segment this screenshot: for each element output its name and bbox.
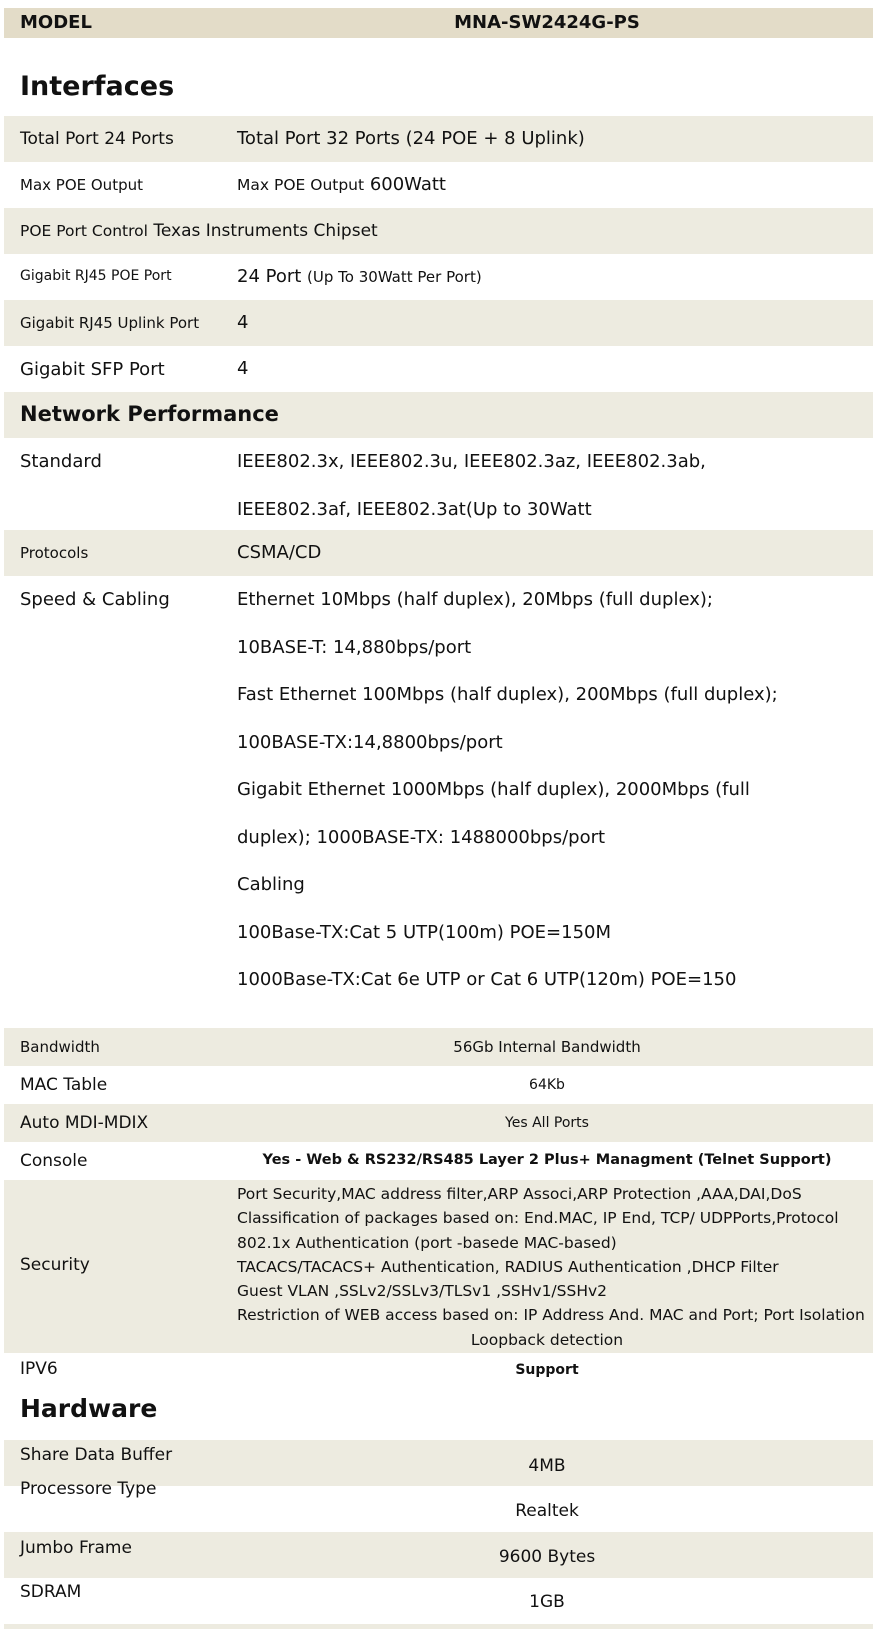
row-sdram [4,1578,873,1624]
max-poe-value [237,174,446,195]
rj45-uplink-label: Gigabit RJ45 Uplink Port [20,314,200,332]
max-poe-watt: 600Watt [369,174,446,195]
buffer-value: 4MB [528,1456,566,1476]
row-speed-cabling [4,576,873,988]
mac-value: 64Kb [529,1077,565,1093]
row-sfp [4,346,873,392]
security-line: TACACS/TACACS+ Authentication, RADIUS Authentication ,DHCP Filter [237,1257,779,1276]
bandwidth-value: 56Gb Internal Bandwidth [453,1038,641,1056]
row-processor [4,1479,873,1532]
poe-control-label-text: POE Port Control [20,222,148,240]
protocols-value: CSMA/CD [237,542,322,563]
security-line: Restriction of WEB access based on: IP Address And. MAC and Port; Port Isolation [237,1306,865,1325]
row-jumbo [4,1532,873,1578]
standard-line: IEEE802.3x, IEEE802.3u, IEEE802.3az, IEEE802.3ab, [237,451,706,472]
standard-line: IEEE802.3af, IEEE802.3at(Up to 30Watt [237,498,592,520]
row-total-port [4,116,873,162]
sfp-label: Gigabit SFP Port [20,359,165,380]
row-poe-control [4,208,873,254]
speed-values [237,576,778,1004]
mac-label: MAC Table [20,1075,108,1095]
row-rj45-uplink [4,300,873,346]
row-protocols [4,530,873,576]
total-port-label: Total Port 24 Ports [20,129,174,149]
speed-line: 10BASE-T: 14,880bps/port [237,636,472,658]
sdram-value: 1GB [529,1592,565,1612]
section-title-interfaces: Interfaces [20,71,175,102]
max-poe-prefix: Max POE Output [237,176,365,194]
security-line: Classification of packages based on: End.MAC, IP End, TCP/ UDPPorts,Protocol [237,1209,839,1228]
protocols-label: Protocols [20,544,89,562]
jumbo-label: Jumbo Frame [20,1538,132,1558]
rj45-poe-note: (Up To 30Watt Per Port) [307,268,482,286]
speed-label: Speed & Cabling [20,589,170,610]
console-value: Yes - Web & RS232/RS485 Layer 2 Plus+ Managment (Telnet Support) [262,1152,832,1168]
speed-line: Gigabit Ethernet 1000Mbps (half duplex), 2000Mbps (full [237,779,750,800]
speed-line: Ethernet 10Mbps (half duplex), 20Mbps (full duplex); [237,589,713,610]
section-title-network: Network Performance [20,402,279,426]
speed-line: 1000Base-TX:Cat 6e UTP or Cat 6 UTP(120m) POE=150 [237,969,737,990]
total-port-value: Total Port 32 Ports (24 POE + 8 Uplink) [237,128,585,149]
ipv6-label: IPV6 [20,1359,58,1379]
model-value: MNA-SW2424G-PS [454,12,640,33]
max-poe-label: Max POE Output [20,176,143,194]
sfp-value: 4 [237,358,249,379]
jumbo-value: 9600 Bytes [498,1547,596,1567]
rj45-poe-label: Gigabit RJ45 POE Port [20,268,172,284]
row-mdix [4,1104,873,1142]
rj45-poe-count: 24 Port [237,266,302,287]
row-max-poe [4,162,873,208]
poe-control-label [20,221,378,241]
rj45-uplink-value: 4 [237,312,249,333]
model-label: MODEL [20,12,92,33]
row-console [4,1142,873,1180]
speed-line: 100Base-TX:Cat 5 UTP(100m) POE=150M [237,921,612,943]
ipv6-value: Support [515,1362,579,1378]
sdram-label: SDRAM [20,1582,82,1602]
buffer-label-text: Share Data Buffer [20,1445,173,1465]
bandwidth-label: Bandwidth [20,1038,100,1056]
security-values [237,1182,865,1352]
rj45-poe-value [237,266,482,287]
section-title-hardware: Hardware [20,1394,158,1423]
speed-line: 100BASE-TX:14,8800bps/port [237,731,503,753]
row-mac-table [4,1066,873,1104]
security-line: 802.1x Authentication (port -basede MAC-based) [237,1233,617,1252]
row-standard [4,438,873,530]
row-network-heading [4,392,873,438]
row-rj45-poe [4,254,873,300]
console-label: Console [20,1151,88,1171]
processor-label: Processore Type [20,1479,157,1499]
speed-line: duplex); 1000BASE-TX: 1488000bps/port [237,826,606,848]
standard-values [237,438,706,533]
speed-line: Cabling [237,874,305,895]
mdix-value: Yes All Ports [505,1115,589,1131]
processor-value: Realtek [515,1501,579,1521]
mdix-label: Auto MDI-MDIX [20,1113,149,1133]
security-label: Security [20,1255,90,1275]
security-line: Loopback detection [470,1330,624,1349]
row-ipv6 [4,1353,873,1387]
security-line: Guest VLAN ,SSLv2/SSLv3/TLSv1 ,SSHv1/SSHv2 [237,1282,608,1301]
standard-label: Standard [20,451,102,472]
speed-line: Fast Ethernet 100Mbps (half duplex), 200Mbps (full duplex); [237,684,778,705]
poe-control-value: Texas Instruments Chipset [153,221,378,241]
security-line: Port Security,MAC address filter,ARP Associ,ARP Protection ,AAA,DAI,DoS [237,1185,802,1203]
row-security [4,1180,873,1353]
row-bandwidth [4,1028,873,1066]
bottom-shade-strip [4,1624,873,1629]
model-header-row [4,8,873,38]
